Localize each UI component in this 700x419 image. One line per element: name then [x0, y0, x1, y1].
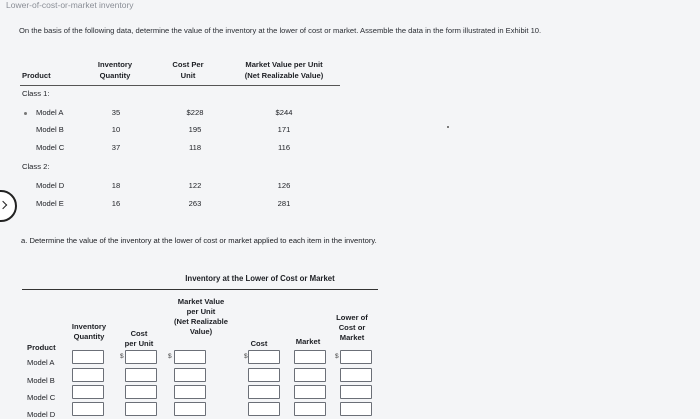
row-cost: 118 [188, 143, 202, 152]
header-underline [20, 85, 340, 86]
page-title: Lower-of-cost-or-market inventory [6, 0, 134, 10]
market-value-input[interactable] [174, 402, 206, 416]
carousel-next-button[interactable] [0, 190, 17, 222]
cost-input[interactable] [248, 368, 280, 382]
market-input[interactable] [294, 350, 326, 364]
header-cost-per-unit: Cost per Unit [124, 329, 154, 348]
row-quantity: 37 [111, 143, 121, 152]
row-quantity: 35 [111, 108, 121, 117]
bullet-marker [24, 112, 27, 115]
row-market: $244 [275, 108, 293, 117]
market-value-input[interactable] [174, 385, 206, 399]
quantity-input[interactable] [72, 402, 104, 416]
question-a: a. Determine the value of the inventory at the lower of cost or market applied to each item in the inventory. [21, 236, 377, 245]
chevron-right-icon [0, 201, 7, 209]
header-cost-per-unit: Cost Per Unit [172, 60, 204, 80]
cost-per-unit-input[interactable] [125, 350, 157, 364]
row-product: Model B [27, 376, 55, 385]
quantity-input[interactable] [72, 385, 104, 399]
row-market: 171 [277, 125, 291, 134]
quantity-input[interactable] [72, 368, 104, 382]
stray-dot [447, 126, 449, 128]
row-market: 281 [277, 199, 291, 208]
currency-symbol: $ [120, 353, 124, 360]
row-product: Model B [36, 125, 64, 134]
row-cost: 263 [188, 199, 202, 208]
cost-per-unit-input[interactable] [125, 385, 157, 399]
header-product: Product [22, 71, 51, 80]
market-value-input[interactable] [174, 350, 206, 364]
row-product: Model C [36, 143, 65, 152]
market-input[interactable] [294, 402, 326, 416]
cost-input[interactable] [248, 350, 280, 364]
market-input[interactable] [294, 385, 326, 399]
row-cost: $228 [186, 108, 204, 117]
instructions-text: On the basis of the following data, determine the value of the inventory at the lower of cost or market. Assemble the data in the form illustrated in Exhibit 10. [19, 26, 542, 35]
header-market: Market [295, 337, 321, 346]
header-lower-of-cost-or-market: Lower of Cost or Market [336, 313, 368, 342]
class-label: Class 1: [22, 89, 50, 98]
currency-symbol: $ [335, 353, 339, 360]
row-product: Model C [27, 393, 56, 402]
lower-of-cost-or-market-input[interactable] [340, 350, 372, 364]
row-product: Model A [27, 358, 55, 367]
row-product: Model D [36, 181, 65, 190]
row-product: Model E [36, 199, 64, 208]
row-quantity: 16 [111, 199, 121, 208]
currency-symbol: $ [168, 353, 172, 360]
quantity-input[interactable] [72, 350, 104, 364]
header-market-value: Market Value per Unit (Net Realizable Value) [173, 297, 229, 336]
class-label: Class 2: [22, 162, 50, 171]
row-product: Model D [27, 410, 56, 419]
title-underline [22, 289, 378, 290]
lower-of-cost-or-market-input[interactable] [340, 368, 372, 382]
row-quantity: 10 [111, 125, 121, 134]
cost-input[interactable] [248, 402, 280, 416]
header-product: Product [27, 343, 56, 352]
market-value-input[interactable] [174, 368, 206, 382]
cost-per-unit-input[interactable] [125, 402, 157, 416]
row-product: Model A [36, 108, 64, 117]
cost-input[interactable] [248, 385, 280, 399]
row-cost: 122 [188, 181, 202, 190]
row-market: 116 [277, 143, 291, 152]
currency-symbol: $ [244, 353, 248, 360]
cost-per-unit-input[interactable] [125, 368, 157, 382]
header-inventory-quantity: Inventory Quantity [71, 322, 107, 341]
header-inventory-quantity: Inventory Quantity [97, 60, 133, 80]
row-market: 126 [277, 181, 291, 190]
lower-of-cost-or-market-input[interactable] [340, 385, 372, 399]
lower-of-cost-or-market-input[interactable] [340, 402, 372, 416]
header-market-value: Market Value per Unit (Net Realizable Value) [244, 60, 324, 80]
row-quantity: 18 [111, 181, 121, 190]
answer-table-title: Inventory at the Lower of Cost or Market [185, 274, 335, 283]
market-input[interactable] [294, 368, 326, 382]
row-cost: 195 [188, 125, 202, 134]
header-cost: Cost [250, 339, 268, 348]
